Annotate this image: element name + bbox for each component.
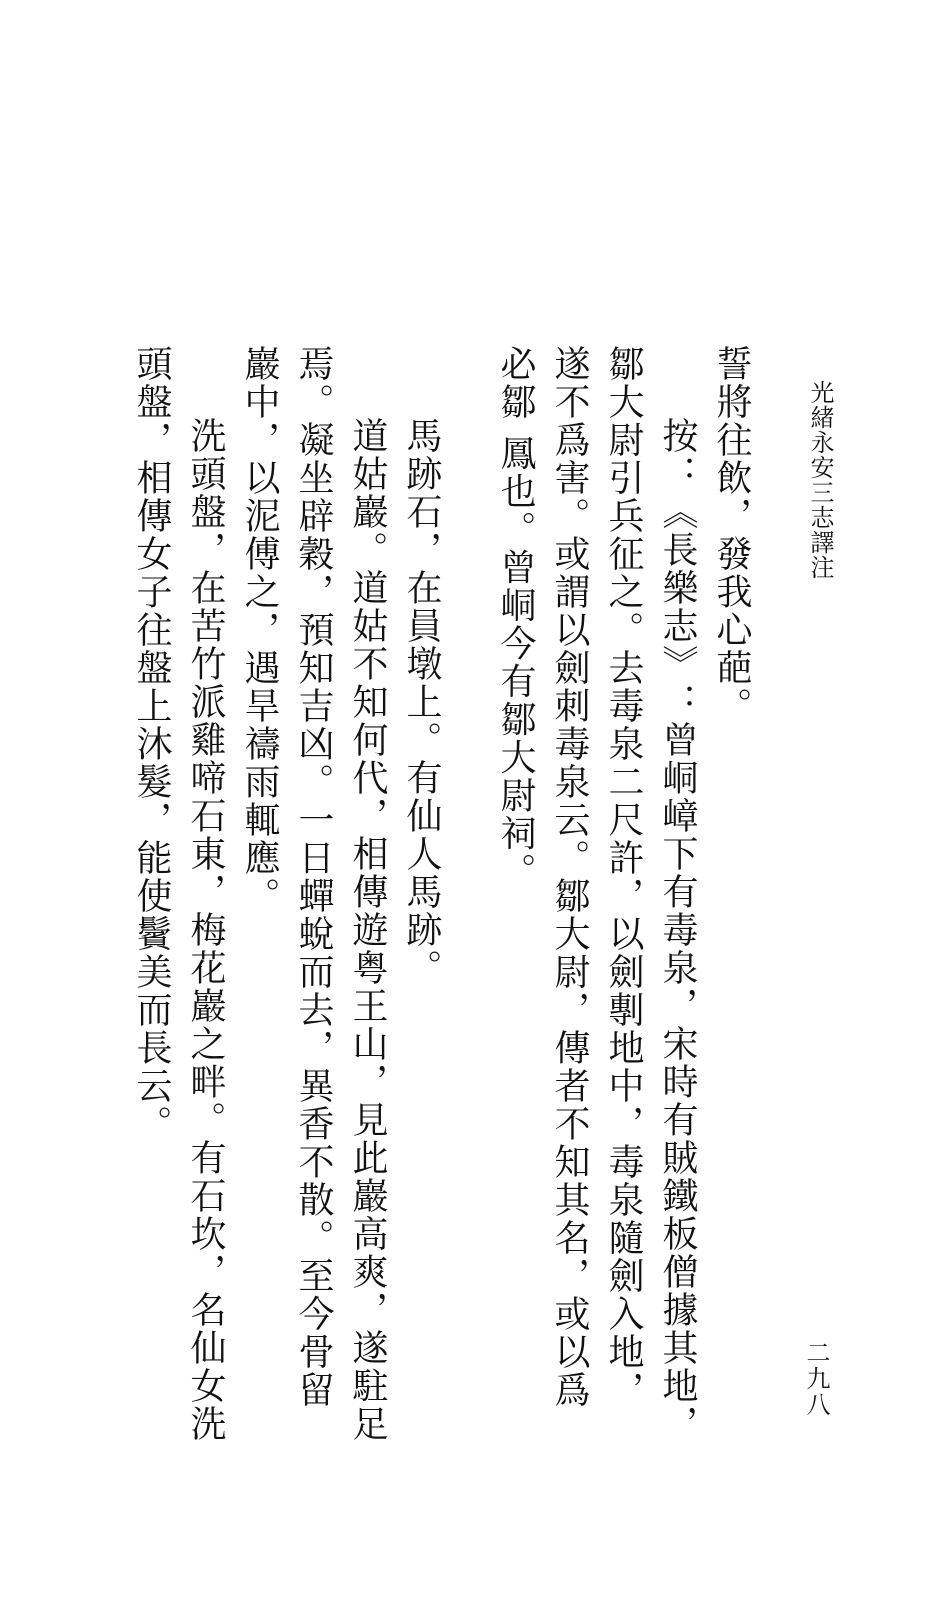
running-header: 光緒永安三志譯注: [806, 380, 834, 580]
entry-daoguyan: 道姑巖。道姑不知何代，相傳遊粤王山，見此巖高爽，遂駐足焉。凝坐辟穀，預知吉凶。一日蟬蛻而去，異香不散。至今骨留巖中，以泥傅之，遇旱禱雨輒應。: [239, 345, 388, 1443]
verse-line: 誓將往飲，發我心葩。: [711, 345, 752, 725]
body-text: [124, 345, 758, 1445]
page-number: 二九八: [802, 1340, 830, 1418]
entry-mapjishi: 馬跡石，在員墩上。有仙人馬跡。: [401, 417, 442, 987]
entry-xitoupan: 洗頭盤，在苦竹派雞啼石東，梅花巖之畔。有石坎，名仙女洗頭盤，相傳女子往盤上沐髮，能使鬢美而長云。: [131, 345, 226, 1443]
note-paragraph: 按：《長樂志》：曾峒嶂下有毒泉，宋時有賊鐵板僧據其地，鄒大尉引兵征之。去毒泉二尺許，以劍剸地中，毒泉隨劍入地，遂不爲害。或謂以劍刺毒泉云。鄒大尉，傳者不知其名，或以爲必鄒 鳳也。曾峒今有鄒大尉祠。: [495, 345, 698, 1443]
